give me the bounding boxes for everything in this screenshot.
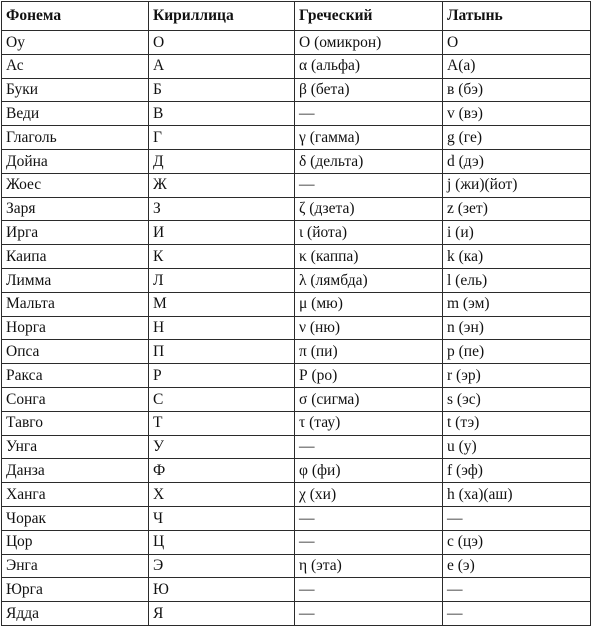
phoneme-cell: Веди [2, 102, 149, 126]
table-body [2, 31, 591, 626]
table-row [2, 602, 591, 626]
table-row [2, 316, 591, 340]
table-row [2, 387, 591, 411]
latin-cell: e (э) [443, 554, 591, 578]
greek-cell: — [295, 578, 443, 602]
cyrillic-cell: Р [149, 364, 295, 388]
table-row [2, 411, 591, 435]
header-phoneme: Фонема [2, 2, 149, 31]
greek-cell: ν (ню) [295, 316, 443, 340]
cyrillic-cell: А [149, 54, 295, 78]
cyrillic-cell: Ю [149, 578, 295, 602]
latin-cell: s (эс) [443, 387, 591, 411]
phoneme-cell: Буки [2, 78, 149, 102]
phoneme-cell: Опса [2, 340, 149, 364]
greek-cell: β (бета) [295, 78, 443, 102]
cyrillic-cell: В [149, 102, 295, 126]
latin-cell: r (эр) [443, 364, 591, 388]
latin-cell: v (вэ) [443, 102, 591, 126]
table-row [2, 126, 591, 150]
phoneme-cell: Глаголь [2, 126, 149, 150]
cyrillic-cell: Э [149, 554, 295, 578]
greek-cell: Ρ (ро) [295, 364, 443, 388]
greek-cell: χ (хи) [295, 483, 443, 507]
header-cyrillic: Кириллица [149, 2, 295, 31]
phoneme-cell: Тавго [2, 411, 149, 435]
table-row [2, 483, 591, 507]
greek-cell: — [295, 435, 443, 459]
table-row [2, 459, 591, 483]
phoneme-cell: Ракса [2, 364, 149, 388]
latin-cell: h (ха)(аш) [443, 483, 591, 507]
cyrillic-cell: Б [149, 78, 295, 102]
table-row [2, 78, 591, 102]
cyrillic-cell: Т [149, 411, 295, 435]
cyrillic-cell: Д [149, 149, 295, 173]
phoneme-cell: Оу [2, 31, 149, 55]
greek-cell: — [295, 602, 443, 626]
latin-cell: n (эн) [443, 316, 591, 340]
latin-cell: c (цэ) [443, 530, 591, 554]
table-row [2, 221, 591, 245]
table-row [2, 31, 591, 55]
table-row [2, 149, 591, 173]
greek-cell: σ (сигма) [295, 387, 443, 411]
greek-cell: λ (лямбда) [295, 268, 443, 292]
cyrillic-cell: И [149, 221, 295, 245]
phoneme-cell: Дойна [2, 149, 149, 173]
latin-cell: — [443, 506, 591, 530]
latin-cell: — [443, 602, 591, 626]
table-row [2, 578, 591, 602]
table-row [2, 268, 591, 292]
cyrillic-cell: О [149, 31, 295, 55]
table-row [2, 554, 591, 578]
table-header [2, 2, 591, 31]
phoneme-cell: Ханга [2, 483, 149, 507]
latin-cell: f (эф) [443, 459, 591, 483]
latin-cell: O [443, 31, 591, 55]
phoneme-cell: Цор [2, 530, 149, 554]
phoneme-cell: Энга [2, 554, 149, 578]
table-row [2, 197, 591, 221]
greek-cell: τ (тау) [295, 411, 443, 435]
cyrillic-cell: Ц [149, 530, 295, 554]
greek-cell: — [295, 506, 443, 530]
phoneme-cell: Ядда [2, 602, 149, 626]
phoneme-cell: Сонга [2, 387, 149, 411]
latin-cell: d (дэ) [443, 149, 591, 173]
header-row [2, 2, 591, 31]
phoneme-cell: Мальта [2, 292, 149, 316]
greek-cell: φ (фи) [295, 459, 443, 483]
latin-cell: m (эм) [443, 292, 591, 316]
phoneme-cell: Норга [2, 316, 149, 340]
phoneme-cell: Чорак [2, 506, 149, 530]
latin-cell: в (бэ) [443, 78, 591, 102]
table-row [2, 102, 591, 126]
cyrillic-cell: Ч [149, 506, 295, 530]
phoneme-cell: Данза [2, 459, 149, 483]
table-row [2, 245, 591, 269]
greek-cell: ι (йота) [295, 221, 443, 245]
greek-cell: — [295, 530, 443, 554]
latin-cell: t (тэ) [443, 411, 591, 435]
cyrillic-cell: Я [149, 602, 295, 626]
phoneme-cell: Юрга [2, 578, 149, 602]
cyrillic-cell: К [149, 245, 295, 269]
greek-cell: κ (каппа) [295, 245, 443, 269]
greek-cell: η (эта) [295, 554, 443, 578]
header-latin: Латынь [443, 2, 591, 31]
latin-cell: i (и) [443, 221, 591, 245]
cyrillic-cell: С [149, 387, 295, 411]
latin-cell: p (пе) [443, 340, 591, 364]
cyrillic-cell: Ф [149, 459, 295, 483]
greek-cell: ζ (дзета) [295, 197, 443, 221]
phoneme-cell: Ирга [2, 221, 149, 245]
latin-cell: z (зет) [443, 197, 591, 221]
cyrillic-cell: Г [149, 126, 295, 150]
table-row [2, 54, 591, 78]
greek-cell: — [295, 173, 443, 197]
table-row [2, 340, 591, 364]
cyrillic-cell: Л [149, 268, 295, 292]
phoneme-cell: Каипа [2, 245, 149, 269]
phoneme-cell: Ас [2, 54, 149, 78]
cyrillic-cell: Н [149, 316, 295, 340]
greek-cell: — [295, 102, 443, 126]
header-greek: Греческий [295, 2, 443, 31]
latin-cell: A(a) [443, 54, 591, 78]
greek-cell: α (альфа) [295, 54, 443, 78]
greek-cell: δ (дельта) [295, 149, 443, 173]
cyrillic-cell: Ж [149, 173, 295, 197]
cyrillic-cell: У [149, 435, 295, 459]
greek-cell: μ (мю) [295, 292, 443, 316]
latin-cell: k (ка) [443, 245, 591, 269]
cyrillic-cell: З [149, 197, 295, 221]
latin-cell: — [443, 578, 591, 602]
phoneme-cell: Лимма [2, 268, 149, 292]
table-row [2, 364, 591, 388]
latin-cell: j (жи)(йот) [443, 173, 591, 197]
latin-cell: l (ель) [443, 268, 591, 292]
table-row [2, 506, 591, 530]
latin-cell: u (у) [443, 435, 591, 459]
phoneme-cell: Жоес [2, 173, 149, 197]
cyrillic-cell: М [149, 292, 295, 316]
cyrillic-cell: Х [149, 483, 295, 507]
table-row [2, 292, 591, 316]
phoneme-cell: Унга [2, 435, 149, 459]
phoneme-table [1, 1, 591, 626]
phoneme-cell: Заря [2, 197, 149, 221]
table-row [2, 173, 591, 197]
latin-cell: g (ге) [443, 126, 591, 150]
greek-cell: γ (гамма) [295, 126, 443, 150]
table-row [2, 530, 591, 554]
greek-cell: Ο (омикрон) [295, 31, 443, 55]
greek-cell: π (пи) [295, 340, 443, 364]
cyrillic-cell: П [149, 340, 295, 364]
table-row [2, 435, 591, 459]
